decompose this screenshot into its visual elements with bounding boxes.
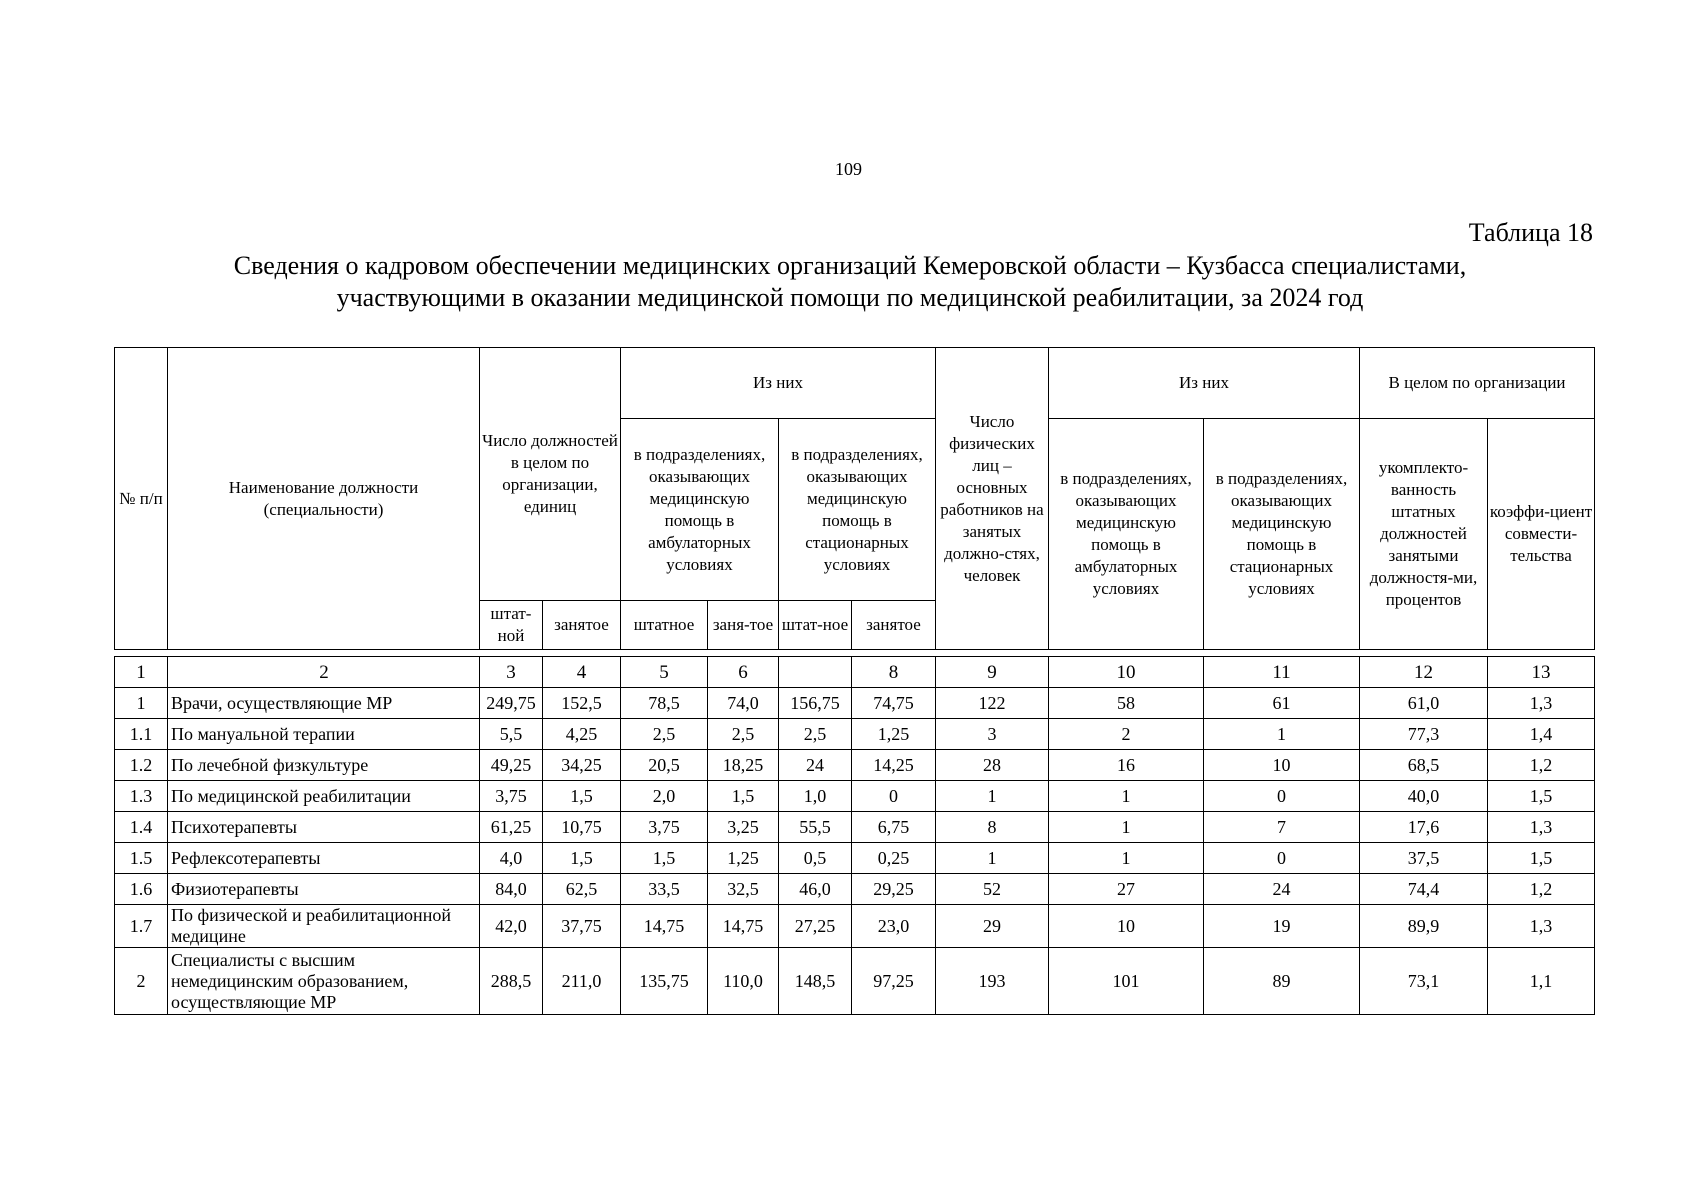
header-sub-occupied-1: занятое (543, 601, 621, 650)
value-cell: 61 (1204, 688, 1360, 719)
value-cell: 4,25 (543, 719, 621, 750)
row-number-cell: 1 (115, 688, 168, 719)
value-cell: 3,75 (621, 812, 708, 843)
value-cell: 29,25 (852, 874, 936, 905)
value-cell: 135,75 (621, 948, 708, 1015)
value-cell: 2,0 (621, 781, 708, 812)
row-number-cell: 1.6 (115, 874, 168, 905)
column-number-cell (779, 657, 852, 688)
value-cell: 24 (779, 750, 852, 781)
value-cell: 249,75 (480, 688, 543, 719)
value-cell: 1 (936, 843, 1049, 874)
title-line-2: участвующими в оказании медицинской помощи по медицинской реабилитации, за 2024 год (336, 283, 1364, 312)
value-cell: 110,0 (708, 948, 779, 1015)
row-number-cell: 2 (115, 948, 168, 1015)
value-cell: 101 (1049, 948, 1204, 1015)
position-name-cell: По медицинской реабилитации (168, 781, 480, 812)
page-number: 109 (835, 159, 862, 179)
value-cell: 211,0 (543, 948, 621, 1015)
header-num: № п/п (115, 348, 168, 650)
value-cell: 14,25 (852, 750, 936, 781)
value-cell: 68,5 (1360, 750, 1488, 781)
position-name-cell: По мануальной терапии (168, 719, 480, 750)
value-cell: 122 (936, 688, 1049, 719)
column-number-cell: 3 (480, 657, 543, 688)
header-sub-staff-1: штат-ной (480, 601, 543, 650)
table-row (115, 750, 1595, 781)
position-name-cell: По физической и реабилитационной медицине (168, 905, 480, 948)
value-cell: 1 (1049, 812, 1204, 843)
row-number-cell: 1.7 (115, 905, 168, 948)
position-name-cell: Врачи, осуществляющие МР (168, 688, 480, 719)
row-number-cell: 1.1 (115, 719, 168, 750)
header-positions: Число должностей в целом по организации, единиц (480, 348, 621, 601)
value-cell: 2,5 (779, 719, 852, 750)
column-number-cell: 2 (168, 657, 480, 688)
value-cell: 2,5 (621, 719, 708, 750)
value-cell: 2,5 (708, 719, 779, 750)
value-cell: 1 (1204, 719, 1360, 750)
value-cell: 1,5 (543, 781, 621, 812)
header-physical-persons: Число физических лиц – основных работников на занятых должно-стях, человек (936, 348, 1049, 650)
value-cell: 7 (1204, 812, 1360, 843)
value-cell: 1,25 (708, 843, 779, 874)
column-number-cell: 8 (852, 657, 936, 688)
header-name: Наименование должности (специальности) (168, 348, 480, 650)
header-sub-staff-2: штатное (621, 601, 708, 650)
value-cell: 40,0 (1360, 781, 1488, 812)
column-number-cell: 11 (1204, 657, 1360, 688)
position-name-cell: Физиотерапевты (168, 874, 480, 905)
value-cell: 74,0 (708, 688, 779, 719)
column-number-cell: 4 (543, 657, 621, 688)
value-cell: 33,5 (621, 874, 708, 905)
value-cell: 1 (1049, 843, 1204, 874)
column-number-cell: 9 (936, 657, 1049, 688)
value-cell: 16 (1049, 750, 1204, 781)
table-row (115, 948, 1595, 1015)
column-number-row (115, 657, 1595, 688)
value-cell: 74,75 (852, 688, 936, 719)
position-name-cell: Психотерапевты (168, 812, 480, 843)
header-staffing-percent: укомплекто-ванность штатных должностей занятыми должностя-ми, процентов (1360, 419, 1488, 650)
column-number-cell: 13 (1488, 657, 1595, 688)
value-cell: 1,3 (1488, 812, 1595, 843)
value-cell: 78,5 (621, 688, 708, 719)
title-line-1: Сведения о кадровом обеспечении медицинских организаций Кемеровской области – Кузбасса специалистами, (233, 251, 1467, 280)
value-cell: 1,3 (1488, 905, 1595, 948)
value-cell: 97,25 (852, 948, 936, 1015)
value-cell: 0,25 (852, 843, 936, 874)
value-cell: 3 (936, 719, 1049, 750)
column-number-cell: 1 (115, 657, 168, 688)
value-cell: 1,25 (852, 719, 936, 750)
value-cell: 73,1 (1360, 948, 1488, 1015)
value-cell: 1,3 (1488, 688, 1595, 719)
value-cell: 42,0 (480, 905, 543, 948)
header-group-organization: В целом по организации (1360, 348, 1595, 419)
value-cell: 0 (1204, 843, 1360, 874)
position-name-cell: Специалисты с высшим немедицинским образованием, осуществляющие МР (168, 948, 480, 1015)
value-cell: 46,0 (779, 874, 852, 905)
value-cell: 1 (936, 781, 1049, 812)
value-cell: 84,0 (480, 874, 543, 905)
value-cell: 37,75 (543, 905, 621, 948)
table-row (115, 843, 1595, 874)
value-cell: 5,5 (480, 719, 543, 750)
table-label: Таблица 18 (1468, 218, 1593, 247)
row-number-cell: 1.3 (115, 781, 168, 812)
value-cell: 18,25 (708, 750, 779, 781)
column-number-cell: 10 (1049, 657, 1204, 688)
value-cell: 32,5 (708, 874, 779, 905)
value-cell: 10,75 (543, 812, 621, 843)
position-name-cell: Рефлексотерапевты (168, 843, 480, 874)
value-cell: 1,4 (1488, 719, 1595, 750)
value-cell: 1,0 (779, 781, 852, 812)
value-cell: 4,0 (480, 843, 543, 874)
value-cell: 19 (1204, 905, 1360, 948)
value-cell: 0,5 (779, 843, 852, 874)
value-cell: 49,25 (480, 750, 543, 781)
row-number-cell: 1.5 (115, 843, 168, 874)
position-name-cell: По лечебной физкультуре (168, 750, 480, 781)
value-cell: 14,75 (708, 905, 779, 948)
value-cell: 27,25 (779, 905, 852, 948)
header-stationary-persons: в подразделениях, оказывающих медицинскую помощь в стационарных условиях (1204, 419, 1360, 650)
value-cell: 23,0 (852, 905, 936, 948)
table-row (115, 905, 1595, 948)
table-header (114, 347, 1595, 650)
table-title (115, 250, 1585, 314)
value-cell: 14,75 (621, 905, 708, 948)
header-sub-occupied-3: занятое (852, 601, 936, 650)
value-cell: 1,5 (1488, 843, 1595, 874)
header-stationary: в подразделениях, оказывающих медицинскую помощь в стационарных условиях (779, 419, 936, 601)
value-cell: 148,5 (779, 948, 852, 1015)
value-cell: 6,75 (852, 812, 936, 843)
value-cell: 10 (1049, 905, 1204, 948)
row-number-cell: 1.2 (115, 750, 168, 781)
value-cell: 28 (936, 750, 1049, 781)
value-cell: 193 (936, 948, 1049, 1015)
value-cell: 29 (936, 905, 1049, 948)
value-cell: 1,5 (1488, 781, 1595, 812)
column-number-cell: 5 (621, 657, 708, 688)
table-body (114, 656, 1595, 1015)
value-cell: 89 (1204, 948, 1360, 1015)
table-row (115, 812, 1595, 843)
value-cell: 10 (1204, 750, 1360, 781)
header-sub-staff-3: штат-ное (779, 601, 852, 650)
value-cell: 2 (1049, 719, 1204, 750)
value-cell: 1,5 (543, 843, 621, 874)
value-cell: 89,9 (1360, 905, 1488, 948)
value-cell: 74,4 (1360, 874, 1488, 905)
value-cell: 62,5 (543, 874, 621, 905)
value-cell: 61,25 (480, 812, 543, 843)
value-cell: 77,3 (1360, 719, 1488, 750)
value-cell: 20,5 (621, 750, 708, 781)
value-cell: 52 (936, 874, 1049, 905)
value-cell: 61,0 (1360, 688, 1488, 719)
table-row (115, 719, 1595, 750)
table-row (115, 874, 1595, 905)
value-cell: 1,5 (708, 781, 779, 812)
value-cell: 27 (1049, 874, 1204, 905)
header-combination-coefficient: коэффи-циент совмести-тельства (1488, 419, 1595, 650)
value-cell: 1,2 (1488, 750, 1595, 781)
column-number-cell: 12 (1360, 657, 1488, 688)
column-number-cell: 6 (708, 657, 779, 688)
value-cell: 1,2 (1488, 874, 1595, 905)
value-cell: 24 (1204, 874, 1360, 905)
value-cell: 288,5 (480, 948, 543, 1015)
value-cell: 1,5 (621, 843, 708, 874)
row-number-cell: 1.4 (115, 812, 168, 843)
value-cell: 152,5 (543, 688, 621, 719)
value-cell: 1,1 (1488, 948, 1595, 1015)
header-group-of-them-2: Из них (1049, 348, 1360, 419)
value-cell: 0 (852, 781, 936, 812)
header-ambulatory: в подразделениях, оказывающих медицинскую помощь в амбулаторных условиях (621, 419, 779, 601)
value-cell: 3,25 (708, 812, 779, 843)
value-cell: 3,75 (480, 781, 543, 812)
value-cell: 37,5 (1360, 843, 1488, 874)
table-row (115, 688, 1595, 719)
header-sub-occupied-2: заня-тое (708, 601, 779, 650)
table-row (115, 781, 1595, 812)
value-cell: 0 (1204, 781, 1360, 812)
value-cell: 17,6 (1360, 812, 1488, 843)
value-cell: 8 (936, 812, 1049, 843)
value-cell: 156,75 (779, 688, 852, 719)
header-group-of-them-1: Из них (621, 348, 936, 419)
value-cell: 1 (1049, 781, 1204, 812)
value-cell: 34,25 (543, 750, 621, 781)
value-cell: 55,5 (779, 812, 852, 843)
value-cell: 58 (1049, 688, 1204, 719)
header-ambulatory-persons: в подразделениях, оказывающих медицинскую помощь в амбулаторных условиях (1049, 419, 1204, 650)
